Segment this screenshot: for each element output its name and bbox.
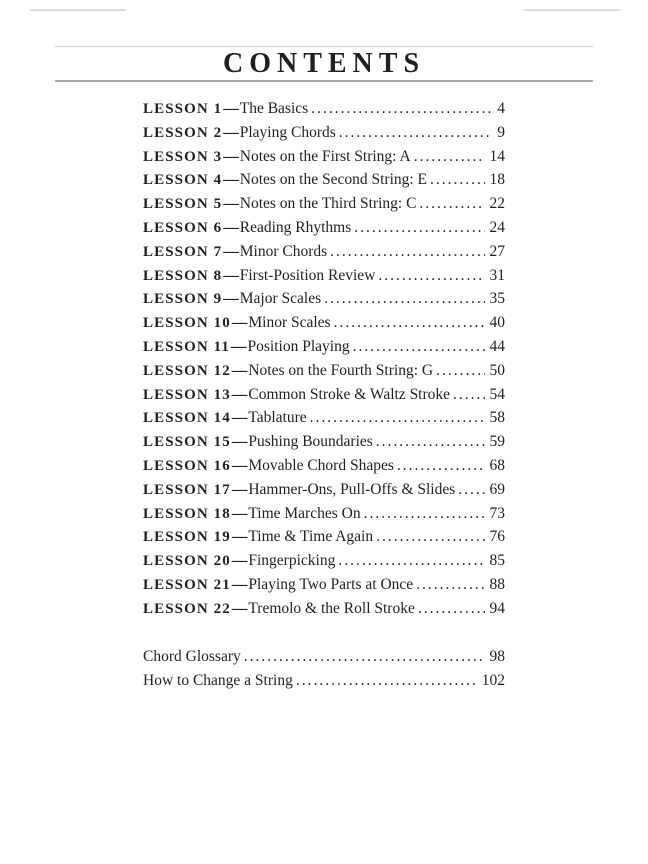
dot-leader xyxy=(411,148,485,166)
separator: — xyxy=(223,100,239,117)
separator: — xyxy=(231,456,248,474)
lesson-label: LESSON 20 xyxy=(143,553,231,570)
entry-title: Minor Chords xyxy=(239,242,328,260)
toc-entry xyxy=(143,648,505,673)
page-number: 68 xyxy=(489,456,505,474)
separator: — xyxy=(223,195,239,213)
dot-leader xyxy=(394,457,485,475)
toc-entry xyxy=(143,362,505,386)
toc-entry xyxy=(143,386,505,410)
entry-title: First-Position Review xyxy=(239,266,376,284)
page-number: 76 xyxy=(489,528,505,546)
lesson-label: LESSON 13 xyxy=(143,386,231,403)
lesson-label: LESSON 12 xyxy=(143,362,231,379)
entry-title: Pushing Boundaries xyxy=(248,433,373,451)
separator: — xyxy=(223,242,239,260)
page-number: 22 xyxy=(489,195,505,213)
lesson-label: LESSON 11 xyxy=(143,338,231,355)
dot-leader xyxy=(450,386,484,404)
page-number: 18 xyxy=(489,171,505,189)
separator: — xyxy=(231,361,248,379)
dot-leader xyxy=(361,505,485,523)
entry-title: How to Change a String xyxy=(143,672,293,690)
toc-entry xyxy=(143,576,505,600)
toc-entry xyxy=(143,409,505,433)
entry-title: Reading Rhythms xyxy=(239,218,352,236)
separator: — xyxy=(223,147,239,165)
toc-entry xyxy=(143,433,505,457)
separator: — xyxy=(231,528,248,546)
separator: — xyxy=(231,504,248,522)
entry-title: Major Scales xyxy=(239,290,322,308)
dot-leader xyxy=(433,362,484,380)
entry-title: Time Marches On xyxy=(248,504,361,522)
toc-entry xyxy=(143,338,505,362)
toc-entry xyxy=(143,171,505,195)
header-rule xyxy=(55,80,593,82)
entry-title: Chord Glossary xyxy=(143,647,241,665)
lesson-label: LESSON 6 xyxy=(143,219,223,236)
entry-title: Time & Time Again xyxy=(248,528,374,546)
dot-leader xyxy=(413,576,484,594)
dot-leader xyxy=(307,409,485,427)
lesson-label: LESSON 1 xyxy=(143,101,223,117)
page-title: CONTENTS xyxy=(222,48,426,79)
separator: — xyxy=(231,385,248,403)
top-left-rule xyxy=(30,9,126,11)
page-number: 69 xyxy=(489,480,505,498)
page-number: 94 xyxy=(489,599,505,617)
page-number: 4 xyxy=(497,100,505,117)
page-number: 44 xyxy=(489,337,505,355)
separator: — xyxy=(223,290,239,308)
dot-leader xyxy=(331,314,485,332)
lesson-label: LESSON 14 xyxy=(143,410,231,427)
lesson-entries xyxy=(143,100,505,624)
toc-entry xyxy=(143,219,505,243)
page-number: 98 xyxy=(489,647,505,665)
separator: — xyxy=(231,552,248,570)
page-number: 9 xyxy=(497,123,505,141)
lesson-label: LESSON 18 xyxy=(143,505,231,522)
toc-entry xyxy=(143,457,505,481)
entry-title: Hammer-Ons, Pull-Offs & Slides xyxy=(248,480,456,498)
dot-leader xyxy=(293,672,477,690)
toc-entry xyxy=(143,290,505,314)
separator: — xyxy=(223,123,239,141)
page-number: 40 xyxy=(489,314,505,332)
dot-leader xyxy=(321,290,484,308)
toc-entry xyxy=(143,195,505,219)
separator: — xyxy=(231,575,248,593)
toc-entry xyxy=(143,481,505,505)
lesson-label: LESSON 15 xyxy=(143,434,231,451)
entry-title: Position Playing xyxy=(247,337,350,355)
entry-title: Common Stroke & Waltz Stroke xyxy=(248,385,451,403)
entry-title: Tremolo & the Roll Stroke xyxy=(248,599,415,617)
dot-leader xyxy=(455,481,484,499)
dot-leader xyxy=(415,600,485,618)
separator: — xyxy=(223,171,239,189)
toc-entry xyxy=(143,528,505,552)
page-number: 31 xyxy=(489,266,505,284)
lesson-label: LESSON 8 xyxy=(143,267,223,284)
dot-leader xyxy=(350,338,485,356)
toc-entry xyxy=(143,100,505,124)
dot-leader xyxy=(373,528,484,546)
dot-leader xyxy=(241,648,485,666)
toc-entry xyxy=(143,552,505,576)
entry-title: Tablature xyxy=(248,409,307,427)
page-number: 85 xyxy=(489,552,505,570)
dot-leader xyxy=(375,267,484,285)
entry-title: Playing Chords xyxy=(239,123,336,141)
toc-entry xyxy=(143,267,505,291)
dot-leader xyxy=(308,100,492,118)
separator: — xyxy=(231,599,248,617)
entry-title: Minor Scales xyxy=(248,314,331,332)
lesson-label: LESSON 21 xyxy=(143,576,231,593)
entry-title: The Basics xyxy=(239,100,309,117)
dot-leader xyxy=(373,433,485,451)
entry-title: Playing Two Parts at Once xyxy=(248,575,414,593)
entry-title: Notes on the Fourth String: G xyxy=(248,361,434,379)
toc-entry xyxy=(143,243,505,267)
page-header xyxy=(55,46,593,82)
entry-title: Notes on the Third String: C xyxy=(239,195,417,213)
entry-title: Movable Chord Shapes xyxy=(248,456,394,474)
separator: — xyxy=(231,480,248,498)
dot-leader xyxy=(351,219,484,237)
separator: — xyxy=(223,266,239,284)
separator: — xyxy=(231,433,248,451)
dot-leader xyxy=(427,171,484,189)
entry-title: Fingerpicking xyxy=(248,552,336,570)
lesson-label: LESSON 22 xyxy=(143,600,231,617)
separator: — xyxy=(231,314,248,332)
extra-entries xyxy=(143,648,505,697)
lesson-label: LESSON 4 xyxy=(143,172,223,189)
lesson-label: LESSON 19 xyxy=(143,529,231,546)
toc-entry xyxy=(143,314,505,338)
page-number: 35 xyxy=(489,290,505,308)
dot-leader xyxy=(327,243,484,261)
page-number: 14 xyxy=(489,147,505,165)
lesson-label: LESSON 10 xyxy=(143,315,231,332)
dot-leader xyxy=(416,195,484,213)
page-number: 88 xyxy=(489,575,505,593)
separator: — xyxy=(223,218,239,236)
toc-entry xyxy=(143,148,505,172)
lesson-label: LESSON 3 xyxy=(143,148,223,165)
lesson-label: LESSON 9 xyxy=(143,291,223,308)
entry-title: Notes on the Second String: E xyxy=(239,171,428,189)
lesson-label: LESSON 2 xyxy=(143,124,223,141)
toc-list xyxy=(143,100,505,697)
top-right-rule xyxy=(524,9,620,11)
toc-entry xyxy=(143,505,505,529)
dot-leader xyxy=(335,552,484,570)
entry-title: Notes on the First String: A xyxy=(239,147,411,165)
lesson-label: LESSON 7 xyxy=(143,243,223,260)
page-number: 102 xyxy=(481,672,505,690)
page-number: 58 xyxy=(489,409,505,427)
separator: — xyxy=(231,409,248,427)
toc-entry xyxy=(143,672,505,697)
page-number: 27 xyxy=(489,242,505,260)
page-number: 59 xyxy=(489,433,505,451)
dot-leader xyxy=(336,124,492,142)
page-number: 50 xyxy=(489,361,505,379)
separator: — xyxy=(231,337,247,355)
page-number: 54 xyxy=(489,385,505,403)
toc-entry xyxy=(143,600,505,624)
lesson-label: LESSON 5 xyxy=(143,196,223,213)
lesson-label: LESSON 16 xyxy=(143,457,231,474)
toc-entry xyxy=(143,124,505,148)
lesson-label: LESSON 17 xyxy=(143,481,231,498)
page-number: 73 xyxy=(489,504,505,522)
page-number: 24 xyxy=(489,218,505,236)
